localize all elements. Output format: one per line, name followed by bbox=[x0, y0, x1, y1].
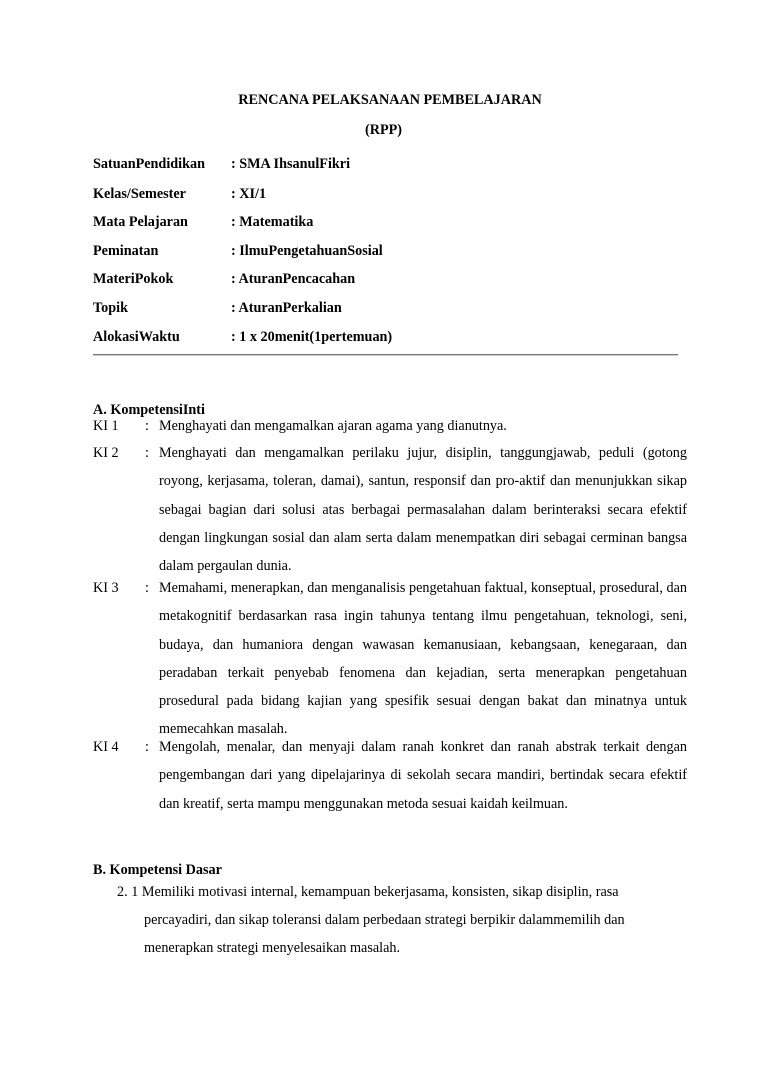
ki-code: KI 1 bbox=[93, 418, 119, 434]
info-label: Peminatan bbox=[93, 243, 159, 259]
section-a-heading: A. KompetensiInti bbox=[93, 402, 205, 418]
document-title: RENCANA PELAKSANAAN PEMBELAJARAN bbox=[238, 92, 542, 108]
info-value: : XI/1 bbox=[231, 186, 267, 202]
info-label: SatuanPendidikan bbox=[93, 156, 205, 172]
section-b-heading: B. Kompetensi Dasar bbox=[93, 862, 222, 878]
ki-text: Menghayati dan mengamalkan ajaran agama yang dianutnya. bbox=[159, 418, 507, 434]
info-label: AlokasiWaktu bbox=[93, 329, 180, 345]
ki-code: KI 3 bbox=[93, 580, 119, 596]
info-value: : SMA IhsanulFikri bbox=[231, 156, 351, 172]
ki-separator: : bbox=[145, 418, 149, 434]
ki-separator: : bbox=[145, 580, 149, 596]
ki-text: Mengolah, menalar, dan menyaji dalam ranah konkret dan ranah abstrak terkait dengan pengembangan dari yang dipelajarinya di sekolah secara mandiri, bertindak secara efektif dan kreatif, serta mampu menggunakan metoda sesuai kaidah keilmuan. bbox=[159, 739, 687, 812]
info-value: : AturanPerkalian bbox=[231, 300, 342, 316]
info-label: Kelas/Semester bbox=[93, 186, 186, 202]
document-subtitle: (RPP) bbox=[364, 122, 403, 138]
ki-separator: : bbox=[145, 445, 149, 461]
ki-separator: : bbox=[145, 739, 149, 755]
ki-code: KI 2 bbox=[93, 445, 119, 461]
ki-text: Memahami, menerapkan, dan menganalisis pengetahuan faktual, konseptual, prosedural, dan metakognitif berdasarkan rasa ingin tahunya tentang ilmu pengetahuan, teknologi, seni, budaya, dan humaniora dengan wawasan kemanusiaan, kebangsaan, kenegaraan, dan peradaban terkait penyebab fenomena dan kejadian, serta menerapkan pengetahuan prosedural pada bidang kajian yang spesifik sesuai dengan bakat dan minatnya untuk memecahkan masalah. bbox=[159, 580, 687, 738]
kd-item bbox=[117, 878, 677, 962]
ki-text: Menghayati dan mengamalkan perilaku jujur, disiplin, tanggungjawab, peduli (gotong royong, kerjasama, toleran, damai), santun, responsif dan pro-aktif dan menunjukkan sikap sebagai bagian dari solusi atas berbagai permasalahan dalam berinteraksi secara efektif dengan lingkungan sosial dan alam serta dalam menempatkan diri sebagai cerminan bangsa dalam pergaulan dunia. bbox=[159, 445, 687, 575]
info-label: MateriPokok bbox=[93, 271, 174, 287]
info-value: : 1 x 20menit(1pertemuan) bbox=[231, 329, 393, 345]
info-value: : IlmuPengetahuanSosial bbox=[231, 243, 383, 259]
ki-code: KI 4 bbox=[93, 739, 119, 755]
info-label: Mata Pelajaran bbox=[93, 214, 188, 230]
info-label: Topik bbox=[93, 300, 128, 316]
kd-item-continuation: percayadiri, dan sikap toleransi dalam perbedaan strategi berpikir dalammemilih dan menerapkan strategi menyelesaikan masalah. bbox=[144, 912, 625, 956]
kd-item-first-line: 2. 1 Memiliki motivasi internal, kemampuan bekerjasama, konsisten, sikap disiplin, rasa bbox=[117, 884, 619, 900]
header-divider bbox=[93, 354, 678, 355]
info-value: : Matematika bbox=[231, 214, 314, 230]
info-value: : AturanPencacahan bbox=[231, 271, 356, 287]
